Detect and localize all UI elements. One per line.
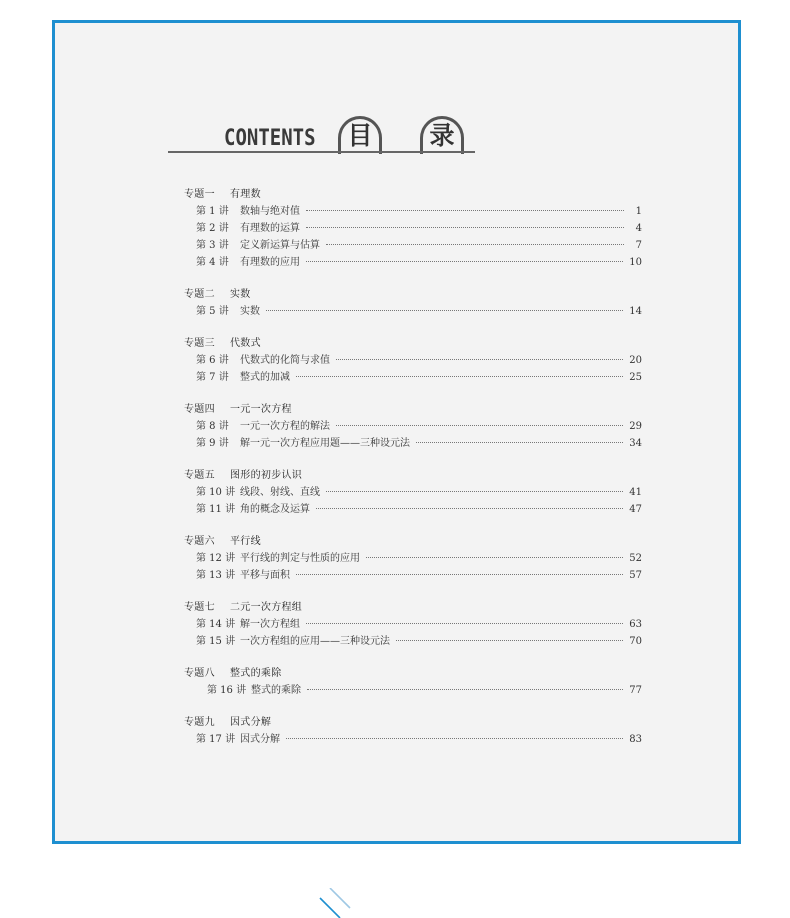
page-number: 34 <box>629 438 642 449</box>
toc-entry[interactable] <box>184 254 642 271</box>
scroll-down-arrow-icon <box>318 888 352 918</box>
lecture-title: 平移与面积 <box>240 570 290 581</box>
leader-dots <box>306 227 624 228</box>
lecture-number: 第 1 讲 <box>196 206 229 217</box>
heading-char-lu: 录 <box>420 116 464 154</box>
lecture-title: 因式分解 <box>240 734 280 745</box>
toc-header <box>168 112 478 154</box>
lecture-number: 第 3 讲 <box>196 240 229 251</box>
leader-dots <box>306 210 624 211</box>
header-rule <box>168 151 475 153</box>
section-heading[interactable] <box>184 533 642 550</box>
toc-entry[interactable] <box>184 203 642 220</box>
toc-section <box>184 714 642 748</box>
toc-entry[interactable] <box>184 616 642 633</box>
toc-entry[interactable] <box>184 237 642 254</box>
page-number: 47 <box>629 504 642 515</box>
section-title: 一元一次方程 <box>230 404 292 415</box>
page-number: 70 <box>629 636 642 647</box>
page-number: 20 <box>629 355 642 366</box>
leader-dots <box>307 689 623 690</box>
page-number: 4 <box>635 223 642 234</box>
page-number: 1 <box>635 206 642 217</box>
section-label: 专题八 <box>184 668 215 679</box>
toc-entry[interactable] <box>184 567 642 584</box>
section-heading[interactable] <box>184 401 642 418</box>
lecture-title: 解一元一次方程应用题——三种设元法 <box>240 438 410 449</box>
toc-entry[interactable] <box>184 352 642 369</box>
leader-dots <box>396 640 623 641</box>
section-label: 专题七 <box>184 602 215 613</box>
toc-entry[interactable] <box>184 418 642 435</box>
page-number: 83 <box>629 734 642 745</box>
leader-dots <box>286 738 623 739</box>
toc-section <box>184 335 642 386</box>
toc-entry[interactable] <box>184 484 642 501</box>
leader-dots <box>306 623 623 624</box>
lecture-title: 线段、射线、直线 <box>240 487 320 498</box>
toc-entry[interactable] <box>184 731 642 748</box>
page-number: 10 <box>629 257 642 268</box>
lecture-title: 平行线的判定与性质的应用 <box>240 553 360 564</box>
section-title: 因式分解 <box>230 717 272 728</box>
leader-dots <box>326 244 624 245</box>
leader-dots <box>336 359 623 360</box>
lecture-number: 第 11 讲 <box>196 504 236 515</box>
section-label: 专题一 <box>184 189 215 200</box>
section-title: 二元一次方程组 <box>230 602 303 613</box>
section-heading[interactable] <box>184 665 642 682</box>
lecture-number: 第 8 讲 <box>196 421 229 432</box>
page-number: 63 <box>629 619 642 630</box>
lecture-title: 代数式的化简与求值 <box>240 355 330 366</box>
lecture-title: 有理数的运算 <box>240 223 300 234</box>
section-heading[interactable] <box>184 335 642 352</box>
toc-section <box>184 467 642 518</box>
table-of-contents <box>184 186 642 763</box>
lecture-title: 实数 <box>240 306 260 317</box>
lecture-title: 整式的乘除 <box>251 685 301 696</box>
leader-dots <box>296 376 623 377</box>
lecture-title: 解一次方程组 <box>240 619 300 630</box>
section-heading[interactable] <box>184 186 642 203</box>
page-number: 14 <box>629 306 642 317</box>
section-title: 有理数 <box>230 189 261 200</box>
lecture-number: 第 4 讲 <box>196 257 229 268</box>
page-number: 52 <box>629 553 642 564</box>
section-heading[interactable] <box>184 599 642 616</box>
toc-entry[interactable] <box>184 369 642 386</box>
toc-section <box>184 533 642 584</box>
page-number: 25 <box>629 372 642 383</box>
section-title: 代数式 <box>230 338 261 349</box>
toc-entry[interactable] <box>184 501 642 518</box>
lecture-number: 第 10 讲 <box>196 487 236 498</box>
toc-section <box>184 599 642 650</box>
toc-entry[interactable] <box>184 303 642 320</box>
leader-dots <box>326 491 623 492</box>
section-label: 专题五 <box>184 470 215 481</box>
contents-heading: CONTENTS <box>224 125 316 151</box>
leader-dots <box>336 425 623 426</box>
section-title: 整式的乘除 <box>230 668 282 679</box>
lecture-title: 一次方程组的应用——三种设元法 <box>240 636 390 647</box>
lecture-number: 第 5 讲 <box>196 306 229 317</box>
toc-entry[interactable] <box>184 220 642 237</box>
lecture-title: 整式的加减 <box>240 372 290 383</box>
toc-entry[interactable] <box>184 550 642 567</box>
page-number: 57 <box>629 570 642 581</box>
lecture-number: 第 6 讲 <box>196 355 229 366</box>
page-number: 41 <box>629 487 642 498</box>
lecture-number: 第 16 讲 <box>207 685 247 696</box>
lecture-number: 第 12 讲 <box>196 553 236 564</box>
lecture-number: 第 14 讲 <box>196 619 236 630</box>
leader-dots <box>306 261 623 262</box>
page-number: 29 <box>629 421 642 432</box>
lecture-number: 第 7 讲 <box>196 372 229 383</box>
lecture-number: 第 15 讲 <box>196 636 236 647</box>
leader-dots <box>266 310 623 311</box>
lecture-title: 有理数的应用 <box>240 257 300 268</box>
toc-entry[interactable] <box>184 435 642 452</box>
toc-entry[interactable] <box>184 682 642 699</box>
lecture-number: 第 9 讲 <box>196 438 229 449</box>
lecture-title: 一元一次方程的解法 <box>240 421 330 432</box>
section-heading[interactable] <box>184 714 642 731</box>
section-title: 实数 <box>230 289 251 300</box>
lecture-title: 角的概念及运算 <box>240 504 310 515</box>
leader-dots <box>296 574 623 575</box>
section-heading[interactable] <box>184 467 642 484</box>
leader-dots <box>416 442 623 443</box>
lecture-title: 数轴与绝对值 <box>240 206 300 217</box>
section-label: 专题三 <box>184 338 215 349</box>
lecture-number: 第 17 讲 <box>196 734 236 745</box>
section-title: 平行线 <box>230 536 261 547</box>
lecture-number: 第 2 讲 <box>196 223 229 234</box>
section-heading[interactable] <box>184 286 642 303</box>
section-label: 专题九 <box>184 717 215 728</box>
toc-section <box>184 401 642 452</box>
toc-section <box>184 186 642 271</box>
section-label: 专题四 <box>184 404 215 415</box>
lecture-number: 第 13 讲 <box>196 570 236 581</box>
leader-dots <box>366 557 623 558</box>
page-number: 77 <box>629 685 642 696</box>
toc-section <box>184 665 642 699</box>
page-number: 7 <box>635 240 642 251</box>
leader-dots <box>316 508 623 509</box>
lecture-title: 定义新运算与估算 <box>240 240 320 251</box>
toc-entry[interactable] <box>184 633 642 650</box>
heading-char-mu: 目 <box>338 116 382 154</box>
section-label: 专题二 <box>184 289 215 300</box>
section-title: 图形的初步认识 <box>230 470 303 481</box>
section-label: 专题六 <box>184 536 215 547</box>
toc-section <box>184 286 642 320</box>
